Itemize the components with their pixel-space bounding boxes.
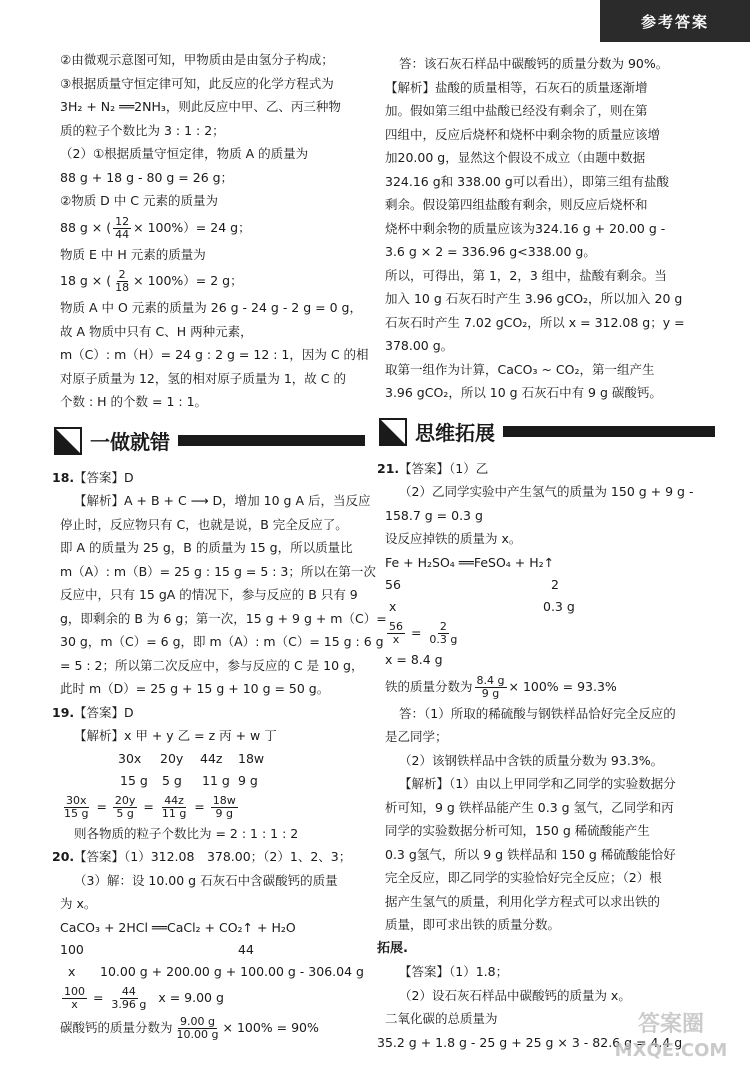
text-line: 四组中，反应后烧杯和烧杯中剩余物的质量应该增 — [385, 126, 661, 142]
formula-text: x = 9.00 g — [158, 990, 224, 1005]
formula-text: 铁的质量分数为 — [385, 678, 473, 694]
text-line: 物质 E 中 H 元素的质量为 — [60, 246, 206, 262]
section-header-thinking — [379, 413, 715, 451]
formula-line — [60, 266, 365, 296]
text-line: 质量，即可求出铁的质量分数。 — [385, 917, 561, 932]
fraction: $\frac{30x}{15 g}$ — [64, 793, 89, 820]
text-line: 同学的实验数据分析可知，150 g 稀硫酸能产生 — [385, 823, 650, 838]
watermark-logo: 答案圈 MXQE.COM — [614, 1012, 728, 1061]
text-line: 质的粒子个数比为 3 : 1 : 2； — [60, 122, 225, 138]
text-line: 324.16 g和 338.00 g可以看出），即第三组有盐酸 — [385, 173, 670, 189]
equation-values — [385, 574, 715, 596]
formula-text: 88 g × ( — [60, 219, 112, 235]
text-line: m（C）: m（H）= 24 g : 2 g = 12 : 1，因为 C 的相 — [60, 347, 369, 362]
fraction: $\frac{2}{0.3 g}$ — [429, 620, 458, 646]
formula-text: × 100%）= 24 g； — [133, 219, 251, 235]
formula-line — [60, 1013, 365, 1043]
section-header-mistakes — [54, 422, 365, 460]
extension-heading: 拓展. — [377, 940, 408, 956]
text-line: 所以，可得出，第 1，2，3 组中，盐酸有剩余。当 — [385, 267, 667, 283]
text-line: 3H₂ + N₂ ══2NH₃，则此反应中甲、乙、丙三种物 — [60, 99, 341, 114]
text-line: 378.00 g。 — [385, 338, 454, 353]
section-title: 思维拓展 — [415, 421, 495, 445]
text-line: 石灰石时产生 7.02 gCO₂，所以 x = 312.08 g；y = — [385, 314, 685, 330]
mass-cell: 11 g — [202, 772, 230, 788]
fraction: $\frac{12}{44}$ — [115, 214, 130, 241]
text-line: （2）该钢铁样品中含铁的质量分数为 93.3%。 — [399, 752, 664, 768]
text-line: 35.2 g + 1.8 g - 25 g + 25 g × 3 - 82.6 g = 4.4 g — [377, 1034, 683, 1050]
text-line: 答：（1）所取的稀硫酸与钢铁样品恰好完全反应的 — [399, 705, 676, 721]
equation-value: x — [389, 599, 397, 614]
fraction: $\frac{20y}{5 g}$ — [114, 793, 136, 820]
text-line: 烧杯中剩余物的质量应该为324.16 g + 20.00 g - — [385, 220, 666, 236]
formula-text: × 100% = 93.3% — [508, 678, 617, 694]
text-line: （2）乙同学实验中产生氢气的质量为 150 g + 9 g - — [399, 484, 694, 499]
text-line: 答：该石灰石样品中碳酸钙的质量分数为 90%。 — [399, 56, 669, 71]
text-line: 【解析】x 甲 + y 乙 = z 丙 + w 丁 — [74, 728, 277, 743]
equation-value: 56 — [385, 577, 401, 592]
ratio-cell: 20y — [160, 750, 184, 766]
text-line: 二氧化碳的总质量为 — [385, 1011, 498, 1026]
text-line: m（A）: m（B）= 25 g : 15 g = 5 : 3；所以在第一次 — [60, 563, 376, 579]
text-line: （3）解：设 10.00 g 石灰石中含碳酸钙的质量 — [74, 872, 338, 888]
mass-cell: 15 g — [120, 772, 148, 788]
equation-values — [60, 961, 365, 983]
text-line: 完全反应，即乙同学的实验恰好完全反应；（2）根 — [385, 870, 662, 885]
section-marker-icon — [54, 427, 82, 455]
formula-line — [60, 213, 365, 243]
equation-value: 2 — [551, 577, 559, 592]
text-line: 据产生氢气的质量，利用化学方程式可以求出铁的 — [385, 893, 661, 909]
formula-text: 18 g × ( — [60, 273, 112, 288]
ratio-cell: 18w — [238, 750, 265, 766]
text-line: 停止时，反应物只有 C，也就是说，B 完全反应了。 — [60, 516, 348, 532]
section-title: 一做就错 — [90, 430, 170, 454]
text-line: 为 x。 — [60, 896, 97, 911]
mass-cell: 9 g — [238, 772, 258, 788]
text-line: 0.3 g氢气，所以 9 g 铁样品和 150 g 稀硫酸能恰好 — [385, 846, 676, 862]
text-line: （2）①根据质量守恒定律，物质 A 的质量为 — [60, 146, 309, 161]
formula-text: × 100% = 90% — [222, 1020, 319, 1035]
question-18: 18.【答案】D — [52, 469, 134, 485]
text-line: 取第一组作为计算，CaCO₃ ~ CO₂，第一组产生 — [385, 361, 655, 377]
fraction: $\frac{56}{x}$ — [389, 620, 403, 646]
text-line: 【解析】盐酸的质量相等，石灰石的质量逐渐增 — [385, 79, 648, 95]
fraction: $\frac{100}{x}$ — [64, 985, 85, 1011]
text-line: 析可知，9 g 铁样品能产生 0.3 g 氢气，乙同学和丙 — [385, 799, 674, 815]
text-line: x = 8.4 g — [385, 652, 443, 667]
chemical-equation: CaCO₃ + 2HCl ══CaCl₂ + CO₂↑ + H₂O — [60, 919, 296, 935]
fraction: $\frac{44z}{11 g}$ — [161, 793, 187, 820]
formula-text: 碳酸钙的质量分数为 — [60, 1020, 173, 1035]
fraction: $\frac{9.00 g}{10.00 g}$ — [176, 1015, 219, 1041]
equation-value: 44 — [238, 942, 254, 957]
text-line: 剩余。假设第四组盐酸有剩余，则反应后烧杯和 — [385, 197, 648, 212]
question-20: 20.【答案】（1）312.08 378.00；（2）1、2、3； — [52, 849, 352, 864]
fraction: $\frac{18w}{9 g}$ — [212, 793, 236, 820]
question-19: 19.【答案】D — [52, 704, 134, 720]
fraction-chain: $\frac{30x}{15 g}$ = $\frac{20y}{5 g}$ = $\frac{44z}{11 g}$ = $\frac{18w}{9 g}$ — [64, 793, 236, 820]
text-line: 即 A 的质量为 25 g，B 的质量为 15 g，所以质量比 — [60, 540, 353, 555]
text-line: 则各物质的粒子个数比为 = 2 : 1 : 1 : 2 — [74, 825, 299, 841]
answer-key-tab: 参考答案 — [600, 0, 750, 42]
fraction: $\frac{2}{18}$ — [115, 268, 130, 294]
text-line: 加。假如第三组中盐酸已经没有剩余了，则在第 — [385, 103, 648, 118]
text-line: g，即剩余的 B 为 6 g；第一次，15 g + 9 g + m（C）= — [60, 610, 387, 626]
text-line: 此时 m（D）= 25 g + 15 g + 10 g = 50 g。 — [60, 681, 330, 696]
chemical-equation: Fe + H₂SO₄ ══FeSO₄ + H₂↑ — [385, 554, 555, 570]
text-line: 设反应掉铁的质量为 x。 — [385, 531, 522, 546]
equation-value: x — [68, 964, 76, 979]
text-line: 【解析】（1）由以上甲同学和乙同学的实验数据分 — [399, 776, 676, 791]
question-21: 21.【答案】（1）乙 — [377, 460, 489, 476]
text-line: 30 g，m（C）= 6 g，即 m（A）: m（C）= 15 g : 6 g — [60, 634, 384, 649]
text-line: 3.6 g × 2 = 336.96 g<338.00 g。 — [385, 244, 596, 259]
text-line: 故 A 物质中只有 C、H 两种元素， — [60, 323, 253, 339]
text-line: 个数 : H 的个数 = 1 : 1。 — [60, 394, 208, 409]
fraction: $\frac{8.4 g}{9 g}$ — [476, 673, 505, 700]
section-marker-icon — [379, 418, 407, 446]
text-line: ②由微观示意图可知，甲物质由是由氢分子构成； — [60, 52, 334, 67]
text-line: （2）设石灰石样品中碳酸钙的质量为 x。 — [399, 987, 631, 1003]
left-column — [52, 48, 387, 1043]
text-line: ②物质 D 中 C 元素的质量为 — [60, 193, 218, 208]
text-line: 158.7 g = 0.3 g — [385, 507, 483, 523]
fraction: $\frac{44}{3.96 g}$ — [111, 985, 147, 1011]
text-line: 3.96 gCO₂，所以 10 g 石灰石中有 9 g 碳酸钙。 — [385, 385, 662, 400]
equation-values — [60, 939, 365, 961]
mass-cell: 5 g — [162, 772, 182, 788]
equation-value: 10.00 g + 200.00 g + 100.00 g - 306.04 g — [100, 964, 364, 979]
formula-text: × 100%）= 2 g； — [133, 273, 243, 288]
text-line: ③根据质量守恒定律可知，此反应的化学方程式为 — [60, 75, 334, 91]
ratio-cell: 30x — [118, 750, 142, 766]
text-line: = 5 : 2；所以第二次反应中，参与反应的 C 是 10 g， — [60, 657, 364, 673]
formula-line: $\frac{56}{x}$ = $\frac{2}{0.3 g}$ — [389, 620, 458, 646]
formula-line — [385, 672, 715, 702]
section-bar — [503, 426, 715, 437]
right-column — [377, 52, 715, 1054]
text-line: 加入 10 g 石灰石时产生 3.96 gCO₂，所以加入 20 g — [385, 291, 683, 306]
section-bar — [178, 435, 365, 446]
formula-line: $\frac{100}{x}$ = $\frac{44}{3.96 g}$ x = 9.00 g — [64, 985, 224, 1011]
equation-value: 100 — [60, 942, 84, 957]
text-line: 加20.00 g，显然这个假设不成立（由题中数据 — [385, 150, 646, 165]
ratio-row — [60, 748, 365, 770]
equation-values — [385, 596, 715, 618]
mass-row — [60, 770, 365, 792]
equation-value: 0.3 g — [543, 599, 575, 614]
text-line: 【解析】A + B + C ⟶ D，增加 10 g A 后，当反应 — [74, 493, 371, 508]
text-line: 物质 A 中 O 元素的质量为 26 g - 24 g - 2 g = 0 g， — [60, 300, 362, 315]
ratio-cell: 44z — [200, 750, 223, 766]
text-line: 是乙同学； — [385, 729, 448, 744]
text-line: 88 g + 18 g - 80 g = 26 g； — [60, 169, 234, 185]
text-line: 【答案】（1）1.8； — [399, 964, 509, 979]
text-line: 对原子质量为 12，氢的相对原子质量为 1，故 C 的 — [60, 370, 346, 386]
text-line: 反应中，只有 15 gA 的情况下，参与反应的 B 只有 9 — [60, 587, 358, 602]
